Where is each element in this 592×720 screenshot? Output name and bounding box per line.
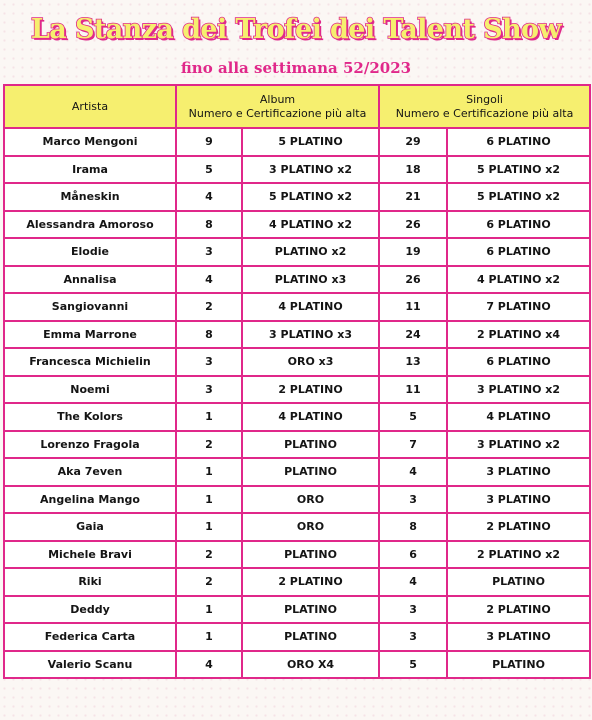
table-body xyxy=(4,128,590,678)
cell-singles-cert: 3 PLATINO xyxy=(447,486,590,514)
cell-singles-cert: 3 PLATINO xyxy=(447,623,590,651)
cell-singles-count: 3 xyxy=(379,486,447,514)
cell-artist: Noemi xyxy=(4,376,176,404)
cell-album-cert: PLATINO xyxy=(242,541,379,569)
cell-album-count: 4 xyxy=(176,266,242,294)
cell-singles-count: 11 xyxy=(379,293,447,321)
cell-artist: Michele Bravi xyxy=(4,541,176,569)
table-row xyxy=(4,431,590,459)
cell-singles-count: 6 xyxy=(379,541,447,569)
cell-album-cert: PLATINO xyxy=(242,458,379,486)
cell-singles-count: 3 xyxy=(379,623,447,651)
column-header-artist-label: Artista xyxy=(71,99,109,113)
cell-artist: Måneskin xyxy=(4,183,176,211)
cell-album-count: 3 xyxy=(176,376,242,404)
cell-singles-count: 21 xyxy=(379,183,447,211)
table-row xyxy=(4,596,590,624)
column-header-album-subtitle: Numero e Certificazione più alta xyxy=(188,106,367,120)
cell-album-cert: 3 PLATINO x3 xyxy=(242,321,379,349)
cell-album-count: 8 xyxy=(176,211,242,239)
cell-artist: Francesca Michielin xyxy=(4,348,176,376)
cell-album-cert: PLATINO x2 xyxy=(242,238,379,266)
cell-album-count: 5 xyxy=(176,156,242,184)
table-row xyxy=(4,486,590,514)
cell-singles-count: 3 xyxy=(379,596,447,624)
table-row xyxy=(4,513,590,541)
cell-artist: Deddy xyxy=(4,596,176,624)
cell-album-cert: ORO xyxy=(242,486,379,514)
cell-album-count: 1 xyxy=(176,458,242,486)
cell-singles-cert: 6 PLATINO xyxy=(447,128,590,156)
table-row xyxy=(4,541,590,569)
cell-singles-count: 24 xyxy=(379,321,447,349)
cell-artist: Gaia xyxy=(4,513,176,541)
cell-album-cert: 5 PLATINO x2 xyxy=(242,183,379,211)
cell-album-cert: 4 PLATINO xyxy=(242,293,379,321)
cell-singles-cert: 2 PLATINO x4 xyxy=(447,321,590,349)
cell-singles-cert: 5 PLATINO x2 xyxy=(447,156,590,184)
cell-singles-cert: 4 PLATINO x2 xyxy=(447,266,590,294)
page-subtitle: fino alla settimana 52/2023 xyxy=(180,59,412,77)
cell-singles-count: 13 xyxy=(379,348,447,376)
cell-artist: Elodie xyxy=(4,238,176,266)
table-row xyxy=(4,321,590,349)
table-row xyxy=(4,568,590,596)
cell-singles-count: 8 xyxy=(379,513,447,541)
cell-singles-cert: 6 PLATINO xyxy=(447,238,590,266)
page-title: La Stanza dei Trofei dei Talent Show xyxy=(30,14,562,45)
cell-artist: Lorenzo Fragola xyxy=(4,431,176,459)
cell-album-cert: PLATINO xyxy=(242,431,379,459)
cell-album-count: 1 xyxy=(176,513,242,541)
table-row xyxy=(4,348,590,376)
cell-singles-cert: 2 PLATINO x2 xyxy=(447,541,590,569)
cell-album-count: 1 xyxy=(176,596,242,624)
cell-album-count: 1 xyxy=(176,403,242,431)
table-row xyxy=(4,238,590,266)
table-row xyxy=(4,376,590,404)
table-row xyxy=(4,651,590,679)
cell-album-count: 3 xyxy=(176,348,242,376)
cell-singles-cert: 3 PLATINO xyxy=(447,458,590,486)
cell-artist: Federica Carta xyxy=(4,623,176,651)
cell-album-cert: ORO xyxy=(242,513,379,541)
table-header-row xyxy=(4,85,590,128)
cell-artist: Angelina Mango xyxy=(4,486,176,514)
cell-artist: Marco Mengoni xyxy=(4,128,176,156)
column-header-singles-title: Singoli xyxy=(466,92,503,106)
cell-singles-count: 11 xyxy=(379,376,447,404)
cell-singles-count: 4 xyxy=(379,568,447,596)
cell-artist: Aka 7even xyxy=(4,458,176,486)
cell-singles-cert: 3 PLATINO x2 xyxy=(447,376,590,404)
cell-singles-count: 26 xyxy=(379,266,447,294)
cell-album-cert: ORO x3 xyxy=(242,348,379,376)
column-header-singles-subtitle: Numero e Certificazione più alta xyxy=(395,106,574,120)
cell-artist: Annalisa xyxy=(4,266,176,294)
cell-singles-count: 29 xyxy=(379,128,447,156)
column-header-artist xyxy=(4,85,176,128)
cell-artist: Emma Marrone xyxy=(4,321,176,349)
cell-album-cert: 5 PLATINO xyxy=(242,128,379,156)
table-row xyxy=(4,403,590,431)
cell-singles-cert: 3 PLATINO x2 xyxy=(447,431,590,459)
cell-artist: Irama xyxy=(4,156,176,184)
cell-artist: Valerio Scanu xyxy=(4,651,176,679)
cell-album-count: 3 xyxy=(176,238,242,266)
cell-singles-cert: 2 PLATINO xyxy=(447,513,590,541)
cell-album-count: 4 xyxy=(176,651,242,679)
cell-singles-count: 4 xyxy=(379,458,447,486)
cell-album-count: 9 xyxy=(176,128,242,156)
column-header-album-title: Album xyxy=(259,92,296,106)
table-row xyxy=(4,458,590,486)
cell-album-cert: 4 PLATINO xyxy=(242,403,379,431)
cell-singles-cert: 7 PLATINO xyxy=(447,293,590,321)
column-header-singles xyxy=(379,85,590,128)
cell-album-count: 2 xyxy=(176,431,242,459)
cell-singles-count: 7 xyxy=(379,431,447,459)
cell-singles-cert: 2 PLATINO xyxy=(447,596,590,624)
cell-singles-count: 19 xyxy=(379,238,447,266)
cell-singles-cert: 6 PLATINO xyxy=(447,211,590,239)
cell-album-cert: PLATINO x3 xyxy=(242,266,379,294)
cell-album-count: 1 xyxy=(176,486,242,514)
cell-album-cert: 4 PLATINO x2 xyxy=(242,211,379,239)
cell-album-cert: 2 PLATINO xyxy=(242,376,379,404)
cell-artist: The Kolors xyxy=(4,403,176,431)
cell-album-count: 2 xyxy=(176,568,242,596)
cell-album-count: 1 xyxy=(176,623,242,651)
cell-album-cert: ORO X4 xyxy=(242,651,379,679)
table-row xyxy=(4,156,590,184)
cell-singles-count: 5 xyxy=(379,651,447,679)
cell-singles-count: 18 xyxy=(379,156,447,184)
cell-artist: Alessandra Amoroso xyxy=(4,211,176,239)
cell-artist: Sangiovanni xyxy=(4,293,176,321)
table-row xyxy=(4,266,590,294)
table-row xyxy=(4,293,590,321)
trophy-table xyxy=(3,84,591,679)
column-header-album xyxy=(176,85,379,128)
cell-album-cert: 2 PLATINO xyxy=(242,568,379,596)
cell-album-count: 8 xyxy=(176,321,242,349)
cell-album-cert: PLATINO xyxy=(242,623,379,651)
cell-album-cert: PLATINO xyxy=(242,596,379,624)
cell-singles-count: 26 xyxy=(379,211,447,239)
table-row xyxy=(4,183,590,211)
table-row xyxy=(4,623,590,651)
table-row xyxy=(4,211,590,239)
cell-album-count: 4 xyxy=(176,183,242,211)
cell-album-cert: 3 PLATINO x2 xyxy=(242,156,379,184)
cell-album-count: 2 xyxy=(176,293,242,321)
table-row xyxy=(4,128,590,156)
cell-album-count: 2 xyxy=(176,541,242,569)
cell-singles-cert: 4 PLATINO xyxy=(447,403,590,431)
cell-singles-cert: PLATINO xyxy=(447,651,590,679)
cell-singles-cert: 6 PLATINO xyxy=(447,348,590,376)
cell-artist: Riki xyxy=(4,568,176,596)
cell-singles-cert: 5 PLATINO x2 xyxy=(447,183,590,211)
cell-singles-cert: PLATINO xyxy=(447,568,590,596)
cell-singles-count: 5 xyxy=(379,403,447,431)
